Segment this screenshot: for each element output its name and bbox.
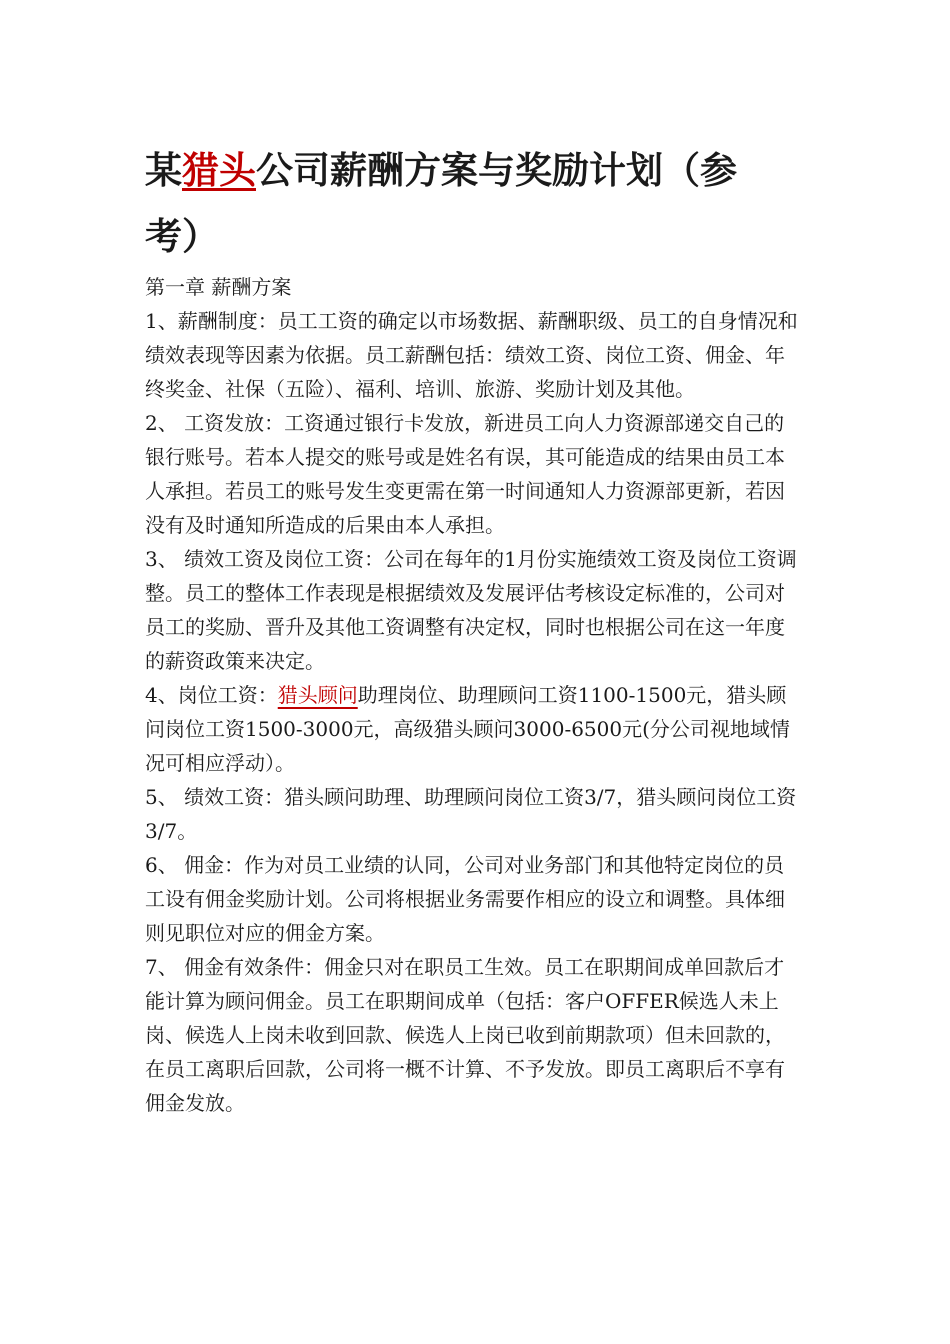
paragraph-3: 3、 绩效工资及岗位工资：公司在每年的1月份实施绩效工资及岗位工资调整。员工的整体工作表现是根据绩效及发展评估考核设定标准的，公司对员工的奖励、晋升及其他工资调整有决定权，同时也根据公司在这一年度的薪资政策来决定。 [145,547,797,673]
paragraph-4-suffix: 助理岗位、助理顾问工资1100-1500元，猎头顾问岗位工资1500-3000元，高级猎头顾问3000-6500元(分公司视地域情况可相应浮动）。 [145,683,790,775]
document-title [145,138,785,270]
title-suffix: 公司薪酬方案与奖励计划（参考） [145,149,737,258]
paragraph-2: 2、 工资发放：工资通过银行卡发放，新进员工向人力资源部递交自己的银行账号。若本人提交的账号或是姓名有误，其可能造成的结果由员工本人承担。若员工的账号发生变更需在第一时间通知人力资源部更新，若因没有及时通知所造成的后果由本人承担。 [145,411,785,537]
paragraph-5: 5、 绩效工资：猎头顾问助理、助理顾问岗位工资3/7，猎头顾问岗位工资3/7。 [145,785,797,843]
title-link-lietou[interactable]: 猎头 [182,149,256,192]
paragraph-6: 6、 佣金：作为对员工业绩的认同，公司对业务部门和其他特定岗位的员工设有佣金奖励计划。公司将根据业务需要作相应的设立和调整。具体细则见职位对应的佣金方案。 [145,853,785,945]
paragraph-4-prefix: 4、岗位工资： [145,683,278,707]
title-prefix: 某 [145,149,182,192]
paragraph-1: 1、薪酬制度：员工工资的确定以市场数据、薪酬职级、员工的自身情况和绩效表现等因素为依据。员工薪酬包括：绩效工资、岗位工资、佣金、年终奖金、社保（五险）、福利、培训、旅游、奖励计划及其他。 [145,309,798,401]
paragraph-4 [145,678,800,780]
document-body [145,270,800,1120]
chapter-heading: 第一章 薪酬方案 [145,275,292,299]
paragraph-7: 7、 佣金有效条件：佣金只对在职员工生效。员工在职期间成单回款后才能计算为顾问佣金。员工在职期间成单（包括：客户OFFER候选人未上岗、候选人上岗未收到回款、候选人上岗已收到前期款项）但未回款的，在员工离职后回款，公司将一概不计算、不予发放。即员工离职后不享有佣金发放。 [145,955,785,1115]
link-lietou-guwen[interactable]: 猎头顾问 [277,683,358,707]
